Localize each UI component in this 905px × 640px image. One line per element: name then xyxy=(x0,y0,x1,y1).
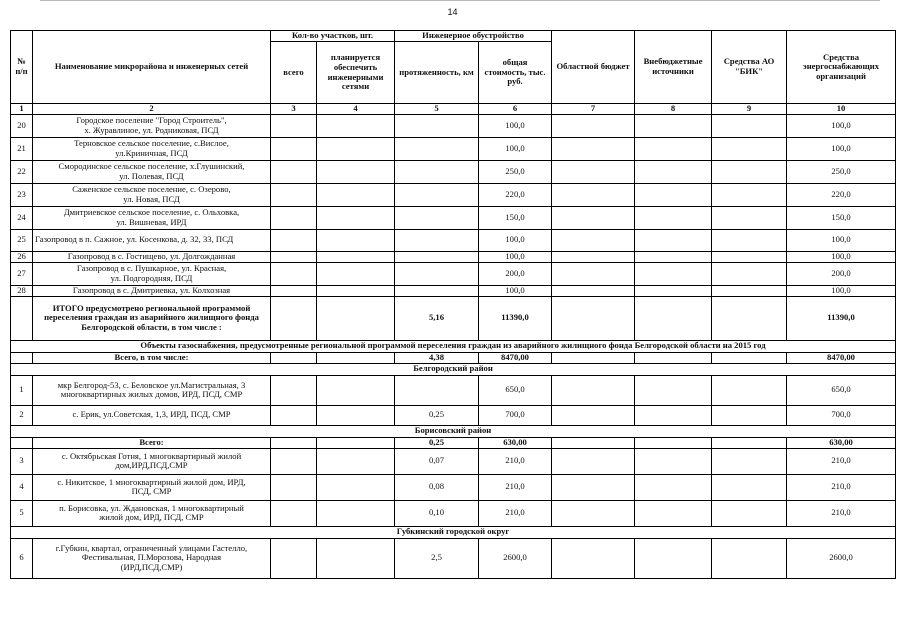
col-number: 4 xyxy=(317,104,395,115)
row-num: 20 xyxy=(11,114,33,137)
cell-energy: 2600,0 xyxy=(787,538,896,578)
cell-energy: 200,0 xyxy=(787,262,896,285)
cell-cost: 200,0 xyxy=(479,262,552,285)
row-name: п. Борисовка, ул. Ждановская, 1 многоквартирный жилой дом, ИРД, ПСД, СМР xyxy=(33,500,271,526)
row-name: Терновское сельское поселение, с.Вислое, ул.Криничная, ПСД xyxy=(33,137,271,160)
cell-cost: 100,0 xyxy=(479,137,552,160)
total-program-energy: 11390,0 xyxy=(787,296,896,340)
district-header-borisovka xyxy=(11,425,896,437)
cell-cost: 100,0 xyxy=(479,114,552,137)
cell-cost: 150,0 xyxy=(479,206,552,229)
total-2015-energy: 8470,00 xyxy=(787,352,896,363)
col-number: 10 xyxy=(787,104,896,115)
borisovka-total-row xyxy=(11,437,896,448)
row-name: с. Ерик, ул.Советская, 1,3, ИРД, ПСД, СМР xyxy=(33,405,271,425)
header-infra-length: протяженность, км xyxy=(395,42,479,104)
table-row xyxy=(11,137,896,160)
cell-length: 2,5 xyxy=(395,538,479,578)
table-row xyxy=(11,405,896,425)
cell-length: 0,07 xyxy=(395,448,479,474)
row-name: Дмитриевское сельское поселение, с. Ольховка, ул. Вишневая, ИРД xyxy=(33,206,271,229)
row-num: 25 xyxy=(11,229,33,251)
col-number: 1 xyxy=(11,104,33,115)
col-number: 9 xyxy=(712,104,787,115)
row-name: мкр Белгород-53, с. Беловское ул.Магистральная, 3 многоквартирных жилых домов, ИРД, ПСД, СМР xyxy=(33,375,271,405)
cell-energy: 150,0 xyxy=(787,206,896,229)
row-num: 21 xyxy=(11,137,33,160)
cell-energy: 100,0 xyxy=(787,137,896,160)
section-2015-title: Объекты газоснабжения, предусмотренные региональной программой переселения граждан из аварийного жилищного фонда Белгородской области на 2015 год xyxy=(11,340,896,352)
row-num: 3 xyxy=(11,448,33,474)
col-number: 2 xyxy=(33,104,271,115)
cell-energy: 100,0 xyxy=(787,285,896,296)
row-num: 27 xyxy=(11,262,33,285)
header-num: № п/п xyxy=(11,31,33,104)
row-name: Городское поселение "Город Строитель", х. Журавлиное, ул. Родниковая, ПСД xyxy=(33,114,271,137)
cell-length: 0,08 xyxy=(395,474,479,500)
cell-cost: 700,0 xyxy=(479,405,552,425)
cell-cost: 250,0 xyxy=(479,160,552,183)
cell-cost: 100,0 xyxy=(479,229,552,251)
row-name: Газопровод в п. Сажное, ул. Косенкова, д. 32, 33, ПСД xyxy=(33,229,271,251)
cell-length: 0,10 xyxy=(395,500,479,526)
header-plots-group: Кол-во участков, шт. xyxy=(271,31,395,42)
cell-cost: 210,0 xyxy=(479,500,552,526)
top-rule xyxy=(40,0,880,1)
cell-energy: 100,0 xyxy=(787,114,896,137)
row-name: Саженское сельское поселение, с. Озерово, ул. Новая, ПСД xyxy=(33,183,271,206)
table-row xyxy=(11,538,896,578)
cell-cost: 210,0 xyxy=(479,474,552,500)
cell-energy: 100,0 xyxy=(787,229,896,251)
header-infra-group: Инженерное обустройство xyxy=(395,31,552,42)
district-header-belgorod xyxy=(11,363,896,375)
row-name: г.Губкин, квартал, ограниченный улицами Гастелло, Фестивальная, П.Морозова, Народная (ИРД,ПСД,СМР) xyxy=(33,538,271,578)
row-num: 28 xyxy=(11,285,33,296)
header-plots-planned: планируется обеспечить инженерными сетями xyxy=(317,42,395,104)
row-num: 5 xyxy=(11,500,33,526)
cell-cost: 2600,0 xyxy=(479,538,552,578)
table-row xyxy=(11,251,896,262)
cell-cost: 100,0 xyxy=(479,285,552,296)
section-2015-row xyxy=(11,340,896,352)
table-row xyxy=(11,262,896,285)
row-num: 22 xyxy=(11,160,33,183)
cell-cost: 220,0 xyxy=(479,183,552,206)
header-infra-cost: общая стоимость, тыс. руб. xyxy=(479,42,552,104)
district-header-gubkin xyxy=(11,526,896,538)
column-number-row xyxy=(11,104,896,115)
col-number: 8 xyxy=(635,104,712,115)
district-title: Борисовский район xyxy=(11,425,896,437)
header-regional: Областной бюджет xyxy=(552,31,635,104)
row-num: 1 xyxy=(11,375,33,405)
header-plots-total: всего xyxy=(271,42,317,104)
table-row xyxy=(11,285,896,296)
cell-energy: 220,0 xyxy=(787,183,896,206)
header-bik: Средства АО "БИК" xyxy=(712,31,787,104)
borisovka-total-label: Всего: xyxy=(33,437,271,448)
total-2015-cost: 8470,00 xyxy=(479,352,552,363)
district-title: Белгородский район xyxy=(11,363,896,375)
row-num: 4 xyxy=(11,474,33,500)
row-name: с. Никитское, 1 многоквартирный жилой дом, ИРД, ПСД, СМР xyxy=(33,474,271,500)
table-row xyxy=(11,375,896,405)
cell-energy: 700,0 xyxy=(787,405,896,425)
cell-energy: 100,0 xyxy=(787,251,896,262)
table-row xyxy=(11,500,896,526)
total-2015-length: 4,38 xyxy=(395,352,479,363)
row-num: 2 xyxy=(11,405,33,425)
col-number: 7 xyxy=(552,104,635,115)
infrastructure-table xyxy=(10,30,896,579)
page-number: 14 xyxy=(447,7,458,17)
total-program-length: 5,16 xyxy=(395,296,479,340)
row-num: 23 xyxy=(11,183,33,206)
header-name: Наименование микрорайона и инженерных сетей xyxy=(33,31,271,104)
cell-length: 0,25 xyxy=(395,405,479,425)
total-program-label: ИТОГО предусмотрено региональной программой переселения граждан из аварийного жилищного фонда Белгородской области, в том числе : xyxy=(33,296,271,340)
table-row xyxy=(11,229,896,251)
col-number: 6 xyxy=(479,104,552,115)
row-name: Смородинское сельское поселение, х.Глушинский, ул. Полевая, ПСД xyxy=(33,160,271,183)
cell-energy: 210,0 xyxy=(787,448,896,474)
borisovka-total-cost: 630,00 xyxy=(479,437,552,448)
row-name: с. Октябрьская Готня, 1 многоквартирный жилой дом,ИРД,ПСД,СМР xyxy=(33,448,271,474)
header-energy: Средства энергоснабжающих организаций xyxy=(787,31,896,104)
total-program-cost: 11390,0 xyxy=(479,296,552,340)
cell-energy: 650,0 xyxy=(787,375,896,405)
cell-energy: 250,0 xyxy=(787,160,896,183)
row-name: Газопровод в с. Гостищево, ул. Долгожданная xyxy=(33,251,271,262)
row-num: 24 xyxy=(11,206,33,229)
cell-cost: 100,0 xyxy=(479,251,552,262)
borisovka-total-energy: 630,00 xyxy=(787,437,896,448)
cell-cost: 650,0 xyxy=(479,375,552,405)
col-number: 3 xyxy=(271,104,317,115)
cell-cost: 210,0 xyxy=(479,448,552,474)
borisovka-total-length: 0,25 xyxy=(395,437,479,448)
cell-length xyxy=(395,375,479,405)
total-program-row xyxy=(11,296,896,340)
row-name: Газопровод в с. Пушкарное, ул. Красная, ул. Подгородняя, ПСД xyxy=(33,262,271,285)
row-num: 6 xyxy=(11,538,33,578)
header-offbudget: Внебюджетные источники xyxy=(635,31,712,104)
table-row xyxy=(11,160,896,183)
table-row xyxy=(11,448,896,474)
cell-energy: 210,0 xyxy=(787,474,896,500)
table-row xyxy=(11,474,896,500)
total-2015-row xyxy=(11,352,896,363)
district-title: Губкинский городской округ xyxy=(11,526,896,538)
table-row xyxy=(11,183,896,206)
cell-energy: 210,0 xyxy=(787,500,896,526)
row-num: 26 xyxy=(11,251,33,262)
row-name: Газопровод в с. Дмитриевка, ул. Колхозная xyxy=(33,285,271,296)
total-2015-label: Всего, в том числе: xyxy=(33,352,271,363)
table-row xyxy=(11,206,896,229)
table-row xyxy=(11,114,896,137)
col-number: 5 xyxy=(395,104,479,115)
